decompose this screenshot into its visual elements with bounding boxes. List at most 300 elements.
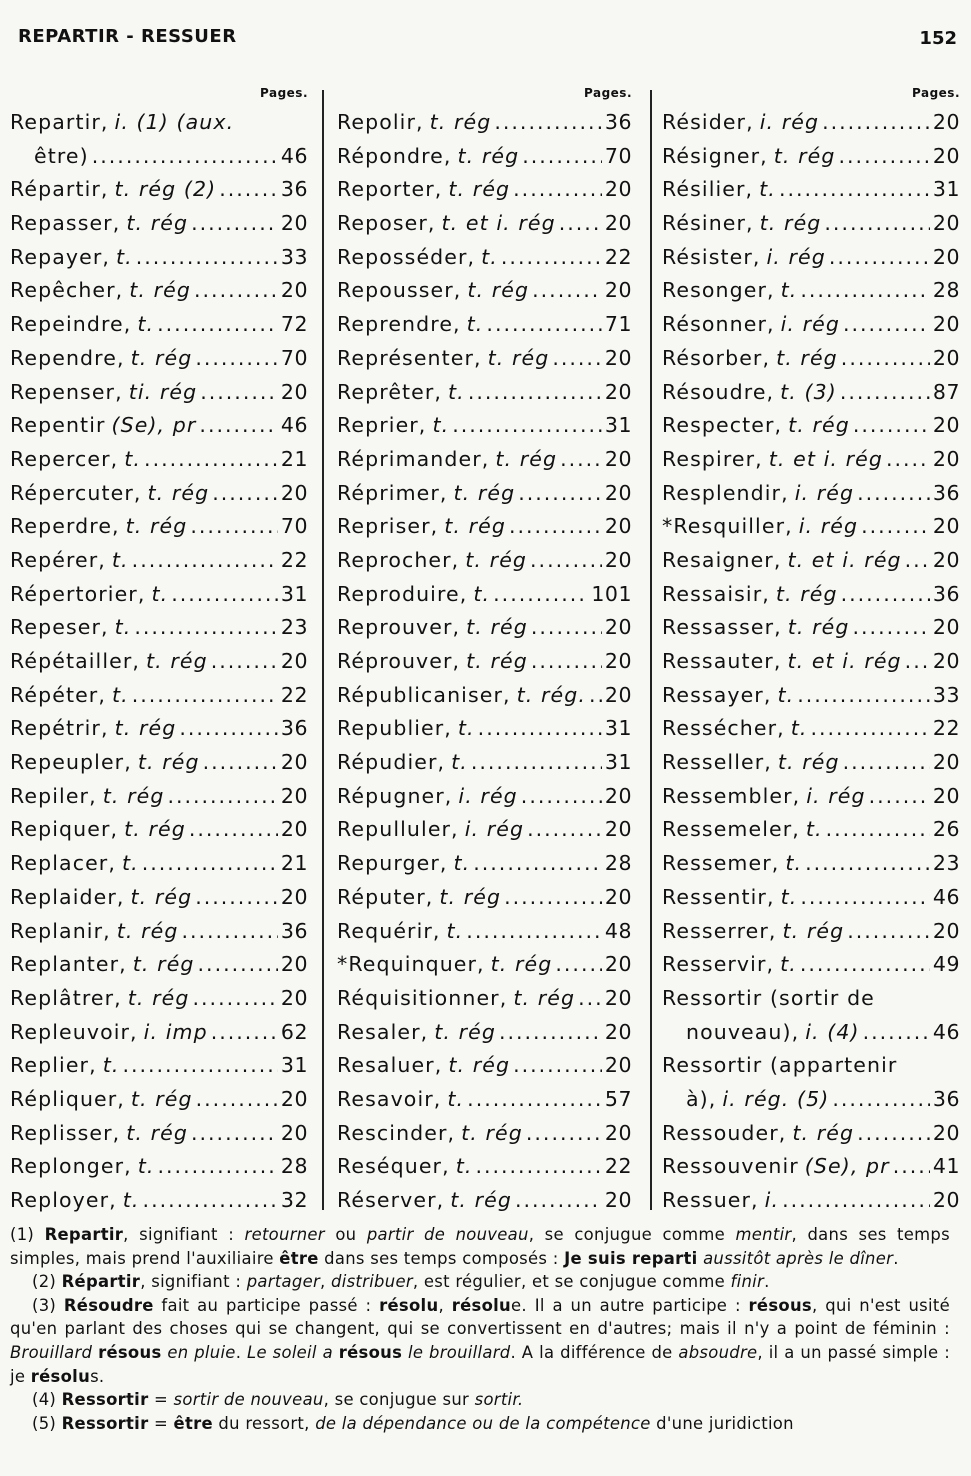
verb-category: t. rég — [130, 884, 193, 909]
verb-entry — [662, 1117, 960, 1151]
page-reference: 20 — [932, 750, 960, 775]
verb-word: Repousser, — [337, 278, 462, 303]
leader-dots — [824, 207, 930, 241]
verb-entry — [10, 679, 308, 713]
leader-dots — [853, 409, 930, 443]
verb-column-3 — [662, 80, 960, 1218]
page-reference: 20 — [932, 211, 960, 236]
page-reference: 20 — [604, 480, 632, 505]
verb-entry — [662, 881, 960, 915]
verb-category: t. — [116, 244, 133, 269]
page-reference: 20 — [604, 1019, 632, 1044]
leader-dots — [800, 881, 930, 915]
leader-dots — [203, 746, 278, 780]
page-reference: 31 — [604, 413, 632, 438]
page-reference: 20 — [604, 345, 632, 370]
leader-dots — [518, 477, 602, 511]
verb-word: Rescinder, — [337, 1120, 456, 1145]
leader-dots — [486, 308, 601, 342]
leader-dots — [589, 679, 602, 713]
pages-label: Pages. — [912, 86, 960, 100]
page-reference: 36 — [280, 918, 308, 943]
page-reference: 57 — [604, 1086, 632, 1111]
verb-word: Repriser, — [337, 514, 439, 539]
verb-word: à), — [686, 1086, 717, 1111]
verb-entry — [10, 140, 308, 174]
verb-entry — [662, 106, 960, 140]
verb-category: t. — [122, 1188, 140, 1212]
page-reference: 20 — [280, 783, 308, 808]
page-reference: 20 — [604, 817, 632, 842]
verb-category: t. rég — [448, 177, 511, 202]
verb-entry — [337, 274, 632, 308]
verb-entry — [10, 645, 308, 679]
page-reference: 20 — [604, 379, 632, 404]
verb-entry — [10, 241, 308, 275]
page-reference: 36 — [280, 716, 308, 741]
verb-category: t. rég — [490, 952, 553, 977]
page-reference: 87 — [932, 379, 960, 404]
page-reference: 20 — [604, 649, 632, 673]
page-reference: 20 — [280, 817, 308, 842]
verb-category: t. rég (2) — [114, 177, 217, 202]
verb-word: Répliquer, — [10, 1086, 125, 1111]
page-reference: 20 — [604, 783, 632, 808]
leader-dots — [839, 140, 930, 174]
page-reference: 20 — [932, 345, 960, 370]
verb-word: Repétrir, — [10, 716, 109, 741]
leader-dots — [578, 982, 602, 1016]
verb-word: Réprimander, — [337, 446, 490, 471]
verb-category: t. rég — [465, 547, 528, 572]
verb-entry — [662, 915, 960, 949]
verb-category: i. imp — [143, 1019, 208, 1044]
verb-word: Repartir, — [10, 110, 109, 134]
column-divider — [322, 90, 324, 1210]
leader-dots — [841, 578, 930, 612]
verb-category: t. — [805, 817, 823, 842]
verb-word: Réprouver, — [337, 649, 461, 673]
leader-dots — [499, 1016, 602, 1050]
verb-entry — [10, 881, 308, 915]
leader-dots — [190, 510, 278, 544]
verb-category: t. et i. rég — [787, 547, 902, 572]
verb-word: Resaigner, — [662, 547, 782, 572]
verb-entry — [337, 881, 632, 915]
verb-category: t. rég — [132, 952, 195, 977]
verb-entry — [662, 274, 960, 308]
page-reference: 46 — [932, 884, 960, 909]
page-reference: 22 — [604, 1154, 632, 1179]
verb-word: Repeser, — [10, 615, 109, 640]
verb-word: Repurger, — [337, 851, 448, 876]
verb-entry — [337, 1184, 632, 1218]
leader-dots — [219, 173, 278, 207]
leader-dots — [189, 813, 278, 847]
verb-entry — [10, 1117, 308, 1151]
verb-word: Resserrer, — [662, 918, 777, 943]
verb-column-1 — [10, 80, 308, 1218]
verb-word: Résilier, — [662, 177, 754, 202]
leader-dots — [531, 611, 602, 645]
leader-dots — [122, 1049, 277, 1083]
verb-category: t. — [785, 851, 803, 876]
page-reference: 62 — [280, 1019, 308, 1044]
verb-word: Republier, — [337, 716, 452, 741]
verb-entry — [662, 948, 960, 982]
leader-dots — [822, 106, 930, 140]
page-reference: 26 — [932, 817, 960, 842]
verb-entry — [337, 510, 632, 544]
leader-dots — [478, 712, 602, 746]
page-reference: 20 — [604, 446, 632, 471]
verb-word: Ressouvenir — [662, 1154, 799, 1179]
leader-dots — [526, 1117, 602, 1151]
verb-entry — [662, 611, 960, 645]
verb-entry — [662, 376, 960, 410]
verb-entry — [337, 578, 632, 612]
page-reference: 70 — [604, 143, 632, 168]
verb-category: i. rég — [798, 514, 859, 539]
verb-word: Respirer, — [662, 446, 763, 471]
footnote-3: (3) Résoudre fait au participe passé : résolu, résolue. Il a un autre participe : résous, qui n'est usité qu'en parlant des choses qui se changent, qui se convertissent en d'autres; mais il n'y a point de féminin : Brouillard résous en pluie. Le soleil a résous le brouillard. A la différence de absoudre, il a un passé simple : je résolus. — [10, 1295, 951, 1386]
verb-word: Ressuer, — [662, 1188, 759, 1212]
verb-word: Réquisitionner, — [337, 985, 508, 1010]
leader-dots — [181, 915, 277, 949]
verb-word: Repenser, — [10, 379, 123, 404]
verb-entry — [10, 544, 308, 578]
verb-entry — [10, 173, 308, 207]
verb-word: Repleuvoir, — [10, 1019, 138, 1044]
verb-category: t. — [111, 547, 129, 572]
footnotes — [10, 1223, 950, 1435]
page-reference: 20 — [604, 547, 632, 572]
verb-word: Resseller, — [662, 750, 772, 775]
verb-category: t. rég — [444, 514, 506, 539]
verb-category: t. — [151, 581, 169, 606]
verb-category: t. — [790, 716, 808, 741]
verb-entry — [662, 241, 960, 275]
verb-entry — [337, 611, 632, 645]
verb-entry — [10, 813, 308, 847]
verb-entry — [10, 578, 308, 612]
verb-category: t. — [466, 312, 484, 337]
leader-dots — [811, 712, 930, 746]
verb-category: t. rég — [429, 110, 492, 134]
leader-dots — [467, 1083, 602, 1117]
verb-entry — [10, 915, 308, 949]
verb-category: t. rég — [775, 581, 838, 606]
page-reference: 22 — [280, 547, 308, 572]
verb-category: i. rég — [794, 480, 855, 505]
leader-dots — [863, 1016, 930, 1050]
verb-category: t. — [777, 682, 795, 707]
page-reference: 32 — [280, 1188, 308, 1212]
page-reference: 28 — [604, 851, 632, 876]
verb-word: Repiler, — [10, 783, 97, 808]
verb-category: t. — [447, 1086, 465, 1111]
page-reference: 21 — [280, 446, 308, 471]
verb-word: Ressortir (appartenir — [662, 1053, 898, 1078]
verb-entry — [662, 140, 960, 174]
footnote-2: (2) Répartir, signifiant : partager, distribuer, est régulier, et se conjugue comme finir. — [32, 1272, 770, 1292]
leader-dots — [527, 813, 602, 847]
leader-dots — [142, 847, 278, 881]
verb-category: i. (4) — [805, 1019, 860, 1044]
verb-word: Répartir, — [10, 177, 109, 202]
verb-entry — [10, 982, 308, 1016]
verb-entry — [10, 611, 308, 645]
verb-word: Repolir, — [337, 110, 424, 134]
verb-entry — [662, 847, 960, 881]
leader-dots — [475, 1150, 601, 1184]
page-reference: 22 — [604, 244, 632, 269]
verb-word: Répondre, — [337, 143, 452, 168]
leader-dots — [782, 1184, 930, 1218]
verb-entry — [10, 106, 308, 140]
verb-word: Repeupler, — [10, 750, 132, 775]
page-reference: 20 — [932, 615, 960, 640]
verb-entry — [337, 948, 632, 982]
verb-entry — [10, 376, 308, 410]
verb-category: i. rég — [806, 783, 866, 808]
leader-dots — [493, 578, 588, 612]
verb-entry — [337, 173, 632, 207]
verb-category: t. — [451, 750, 468, 775]
page-reference: 20 — [932, 413, 960, 438]
verb-category: i. rég — [766, 244, 826, 269]
verb-category: t. rég — [130, 345, 193, 370]
verb-category: (Se), pr — [111, 413, 197, 438]
leader-dots — [468, 376, 602, 410]
page-reference: 20 — [280, 1086, 308, 1111]
verb-word: Reployer, — [10, 1188, 117, 1212]
verb-entry — [10, 1083, 308, 1117]
page-reference: 70 — [280, 345, 308, 370]
leader-dots — [826, 813, 930, 847]
verb-word: Replier, — [10, 1053, 97, 1078]
page-reference: 36 — [932, 480, 960, 505]
verb-word: *Requinquer, — [337, 952, 485, 977]
verb-category: t. — [759, 177, 776, 202]
verb-category: t. rég — [126, 211, 189, 236]
verb-category: t. rég — [130, 1086, 193, 1111]
verb-word: Reprocher, — [337, 547, 460, 572]
leader-dots — [466, 915, 602, 949]
verb-entry — [10, 712, 308, 746]
verb-category: t. — [780, 952, 797, 977]
verb-category: t. rég — [461, 1120, 523, 1145]
page-reference: 20 — [280, 750, 308, 775]
page-reference: 36 — [280, 177, 308, 202]
page-reference: 20 — [932, 446, 960, 471]
page-reference: 28 — [932, 278, 960, 303]
leader-dots — [471, 746, 602, 780]
verb-entry — [662, 679, 960, 713]
verb-word: Ressasser, — [662, 615, 782, 640]
verb-category: t. — [121, 851, 139, 876]
leader-dots — [158, 1150, 278, 1184]
leader-dots — [199, 409, 277, 443]
verb-entry — [662, 207, 960, 241]
verb-category: t. — [446, 918, 464, 943]
leader-dots — [805, 847, 930, 881]
page-reference: 36 — [604, 110, 632, 134]
page-reference: 31 — [932, 177, 960, 202]
leader-dots — [509, 510, 602, 544]
verb-entry — [10, 510, 308, 544]
page-reference: 20 — [932, 918, 960, 943]
verb-category: t. et i. rég — [768, 446, 883, 471]
verb-entry — [337, 106, 632, 140]
verb-word: Répudier, — [337, 750, 446, 775]
verb-word: Ressécher, — [662, 716, 785, 741]
verb-category: t. rég — [466, 615, 528, 640]
verb-entry — [10, 207, 308, 241]
verb-entry — [337, 679, 632, 713]
page-reference: 20 — [280, 884, 308, 909]
verb-entry — [10, 477, 308, 511]
leader-dots — [797, 679, 930, 713]
verb-category: t. rég — [124, 817, 186, 842]
verb-category: t. rég — [146, 649, 208, 673]
verb-word: Représenter, — [337, 345, 482, 370]
page-reference: 33 — [280, 244, 308, 269]
verb-category: t. rég — [116, 918, 179, 943]
column-divider — [650, 90, 652, 1210]
verb-entry — [662, 645, 960, 679]
verb-category: t. — [137, 312, 155, 337]
leader-dots — [522, 140, 602, 174]
verb-word: Resonger, — [662, 278, 775, 303]
verb-word: Ressauter, — [662, 649, 782, 673]
verb-word: Répertorier, — [10, 581, 146, 606]
leader-dots — [194, 274, 278, 308]
verb-word: nouveau), — [686, 1019, 800, 1044]
verb-category: t. rég — [792, 1120, 855, 1145]
verb-entry — [337, 241, 632, 275]
verb-category: t. — [137, 1154, 155, 1179]
verb-entry — [662, 477, 960, 511]
verb-entry — [337, 1049, 632, 1083]
verb-word: Réputer, — [337, 884, 434, 909]
verb-category: i. — [764, 1188, 780, 1212]
verb-entry — [662, 1016, 960, 1050]
verb-category: t. — [114, 615, 132, 640]
page-reference: 31 — [604, 750, 632, 775]
verb-category: i. (1) (aux. — [114, 110, 235, 134]
verb-entry — [662, 544, 960, 578]
page-reference: 20 — [932, 1188, 960, 1212]
verb-entry — [662, 308, 960, 342]
leader-dots — [857, 1117, 930, 1151]
verb-word: Ressaisir, — [662, 581, 770, 606]
verb-word: Ressayer, — [662, 682, 772, 707]
page-reference: 20 — [280, 379, 308, 404]
verb-word: Requérir, — [337, 918, 441, 943]
verb-entry — [662, 443, 960, 477]
leader-dots — [211, 645, 278, 679]
leader-dots — [494, 106, 602, 140]
verb-entry — [337, 544, 632, 578]
verb-word: Repasser, — [10, 211, 121, 236]
verb-category: t. et i. rég — [787, 649, 902, 673]
verb-word: Reprouver, — [337, 615, 461, 640]
verb-entry — [662, 409, 960, 443]
verb-category: t. — [780, 278, 798, 303]
verb-entry — [337, 1117, 632, 1151]
verb-category: t. — [453, 851, 471, 876]
verb-category: t. rég — [125, 514, 188, 539]
leader-dots — [134, 611, 278, 645]
leader-dots — [195, 881, 278, 915]
leader-dots — [829, 241, 930, 275]
verb-entry — [10, 342, 308, 376]
verb-word: Résorber, — [662, 345, 771, 370]
leader-dots — [191, 1117, 278, 1151]
verb-word: Repulluler, — [337, 817, 459, 842]
verb-word: Résider, — [662, 110, 754, 134]
verb-category: t. rég — [787, 615, 850, 640]
leader-dots — [843, 746, 930, 780]
verb-word: Résister, — [662, 244, 761, 269]
leader-dots — [179, 712, 278, 746]
leader-dots — [504, 881, 602, 915]
verb-category: t. — [481, 244, 498, 269]
verb-word: Réprimer, — [337, 480, 448, 505]
pages-label: Pages. — [584, 86, 632, 100]
verb-category: t. — [457, 716, 475, 741]
leader-dots — [853, 611, 930, 645]
verb-entry — [10, 1049, 308, 1083]
leader-dots — [193, 982, 278, 1016]
page-reference: 20 — [604, 177, 632, 202]
page-reference: 20 — [604, 211, 632, 236]
page-reference: 21 — [280, 851, 308, 876]
verb-entry — [337, 342, 632, 376]
verb-entry — [662, 746, 960, 780]
verb-word: Repiquer, — [10, 817, 119, 842]
page-reference: 20 — [280, 1120, 308, 1145]
verb-category: t. rég — [434, 1019, 496, 1044]
leader-dots — [869, 780, 930, 814]
page-reference: 31 — [280, 581, 308, 606]
verb-word: Reproduire, — [337, 581, 468, 606]
leader-dots — [847, 915, 930, 949]
verb-category: t. — [102, 1053, 120, 1078]
leader-dots — [191, 207, 278, 241]
leader-dots — [211, 1016, 278, 1050]
verb-word: Respecter, — [662, 413, 783, 438]
verb-entry — [10, 1016, 308, 1050]
verb-category: t. rég — [129, 278, 192, 303]
leader-dots — [452, 409, 602, 443]
leader-dots — [132, 544, 278, 578]
page-reference: 20 — [932, 244, 960, 269]
page-reference: 36 — [932, 1086, 960, 1111]
verb-word: Reprendre, — [337, 312, 461, 337]
page-reference: 20 — [280, 480, 308, 505]
leader-dots — [198, 948, 278, 982]
verb-word: Ressentir, — [662, 884, 775, 909]
page-header-title: REPARTIR - RESSUER — [18, 26, 237, 47]
verb-word: Replanter, — [10, 952, 127, 977]
leader-dots — [92, 140, 278, 174]
verb-category: t. rég — [495, 446, 558, 471]
verb-entry — [10, 308, 308, 342]
verb-entry — [337, 1150, 632, 1184]
verb-word: Replanir, — [10, 918, 111, 943]
